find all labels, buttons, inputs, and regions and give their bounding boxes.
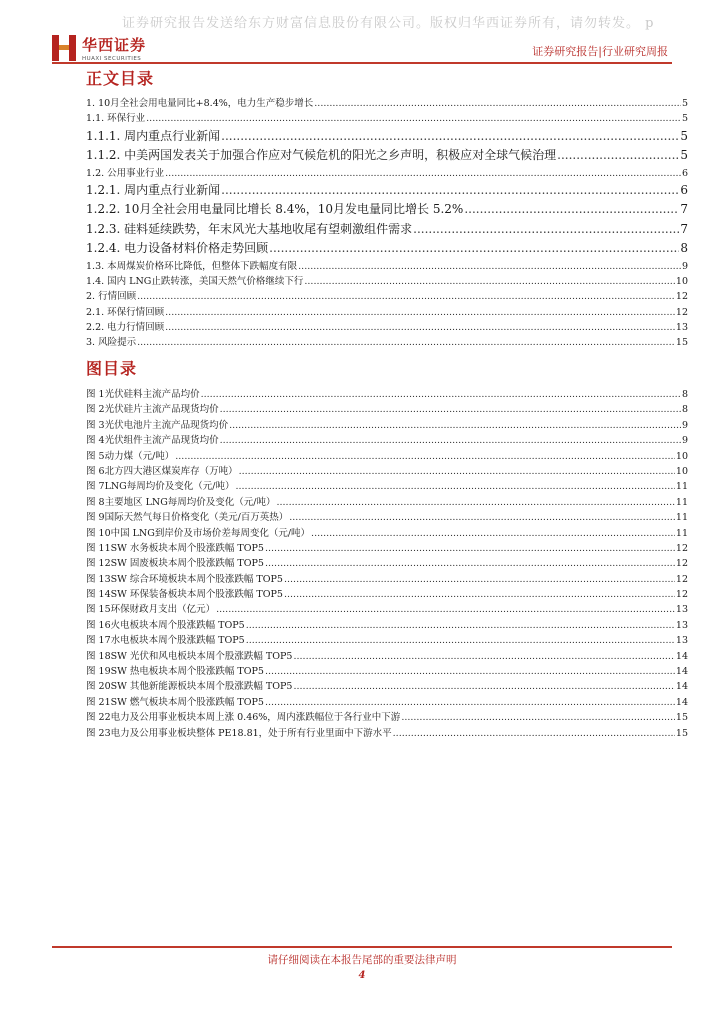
figure-entry-page: 15: [675, 712, 688, 724]
figure-entry-text: 图 3光伏电池片主流产品现货均价: [86, 419, 229, 431]
figure-leader: [229, 418, 681, 433]
figure-leader: [220, 402, 681, 417]
toc-entry-page: 7: [680, 221, 688, 236]
figure-entry-page: 10: [675, 450, 688, 462]
figure-entry-text: 图 20SW 其他新能源板块本周个股涨跌幅 TOP5: [86, 681, 293, 693]
figure-leader: [284, 572, 675, 587]
figure-entry[interactable]: [86, 587, 688, 602]
figure-entry-text: 图 9国际天然气每日价格变化（美元/百万英热）: [86, 512, 289, 524]
figure-entry-page: 13: [675, 604, 688, 616]
figure-entry-text: 图 1光伏硅料主流产品均价: [86, 389, 200, 400]
figure-entry-page: 12: [675, 589, 688, 601]
toc-entry-page: 5: [681, 98, 688, 109]
company-logo: [52, 34, 146, 62]
figure-entry-page: 11: [675, 496, 688, 508]
toc-entry-text: 1.1.2. 中美两国发表关于加强合作应对气候危机的阳光之乡声明，积极应对全球气候治理: [86, 148, 557, 163]
figure-entry-text: 图 8主要地区 LNG每周均价及变化（元/吨）: [86, 496, 276, 508]
toc-leader: [221, 127, 679, 147]
figure-entry-text: 图 19SW 热电板块本周个股涨跌幅 TOP5: [86, 666, 264, 678]
figure-leader: [246, 633, 675, 648]
toc-entry-page: 5: [680, 148, 688, 163]
figure-entry-text: 图 13SW 综合环境板块本周个股涨跌幅 TOP5: [86, 573, 283, 585]
figure-entry-text: 图 18SW 光伏和风电板块本周个股涨跌幅 TOP5: [86, 650, 293, 662]
toc-leader: [304, 274, 675, 289]
figure-entry[interactable]: [86, 449, 688, 464]
toc-entry[interactable]: [86, 111, 688, 126]
figure-entry-page: 10: [675, 465, 688, 477]
figure-entry-text: 图 7LNG每周均价及变化（元/吨）: [86, 481, 235, 493]
figure-entry[interactable]: [86, 726, 688, 741]
report-type-label: 证券研究报告|行业研究周报: [532, 45, 668, 58]
figure-entry[interactable]: [86, 633, 688, 648]
figure-entry-text: 图 14SW 环保装备板块本周个股涨跌幅 TOP5: [86, 589, 283, 601]
toc-entry-text: 3. 风险提示: [86, 337, 137, 349]
figure-entry[interactable]: [86, 418, 688, 433]
figure-entry[interactable]: [86, 602, 688, 617]
toc-leader: [464, 200, 679, 220]
figure-entry-page: 8: [681, 404, 688, 416]
figure-entry[interactable]: [86, 387, 688, 402]
toc-entry[interactable]: [86, 220, 688, 240]
figure-leader: [265, 556, 675, 571]
toc-leader: [413, 220, 679, 240]
logo-chinese-name: 华西证券: [82, 36, 147, 54]
figure-entry-page: 13: [675, 619, 688, 631]
toc-entry[interactable]: [86, 96, 688, 111]
toc-entry-text: 1.4. 国内 LNG止跌转涨，美国天然气价格继续下行: [86, 276, 304, 288]
figure-leader: [246, 618, 675, 633]
figure-entry[interactable]: [86, 433, 688, 448]
huaxi-logo-icon: [52, 35, 76, 61]
figure-entry[interactable]: [86, 649, 688, 664]
figure-entry[interactable]: [86, 556, 688, 571]
toc-entry-text: 2. 行情回顾: [86, 291, 137, 303]
toc-leader: [557, 146, 679, 166]
figure-entry-text: 图 4光伏组件主流产品现货均价: [86, 435, 219, 447]
toc-entry-text: 1.2.1. 周内重点行业新闻: [86, 182, 221, 197]
figure-entry-text: 图 17水电板块本周个股涨跌幅 TOP5: [86, 635, 245, 647]
toc-entry-page: 6: [681, 167, 688, 179]
figure-entry[interactable]: [86, 464, 688, 479]
figure-leader: [401, 710, 675, 725]
toc-list: [86, 96, 688, 351]
toc-entry-text: 1. 10月全社会用电量同比+8.4%，电力生产稳步增长: [86, 98, 314, 109]
toc-entry[interactable]: [86, 259, 688, 274]
figure-leader: [265, 664, 675, 679]
figure-leader: [277, 495, 675, 510]
figure-entry-page: 14: [675, 666, 688, 678]
figure-leader: [289, 510, 675, 525]
toc-entry-text: 1.2. 公用事业行业: [86, 167, 165, 179]
watermark-text: 证券研究报告发送给东方财富信息股份有限公司。版权归华西证券所有，请勿转发。 p: [122, 16, 655, 31]
figure-entry-page: 14: [675, 650, 688, 662]
figure-entry-page: 15: [675, 727, 688, 739]
figure-entry-text: 图 5动力煤（元/吨）: [86, 450, 175, 462]
toc-entry-page: 8: [680, 241, 688, 256]
toc-entry-page: 9: [681, 260, 688, 272]
figure-entry[interactable]: [86, 618, 688, 633]
toc-leader: [137, 335, 675, 350]
toc-entry-text: 2.1. 环保行情回顾: [86, 306, 165, 318]
toc-title: 正文目录: [86, 69, 155, 88]
toc-entry-text: 1.2.4. 电力设备材料价格走势回顾: [86, 241, 269, 256]
figure-entry-page: 9: [681, 435, 688, 447]
toc-leader: [314, 96, 681, 111]
figure-entry[interactable]: [86, 710, 688, 725]
figure-entry-page: 12: [675, 542, 688, 554]
toc-leader: [165, 305, 675, 320]
figure-entry-text: 图 6北方四大港区煤炭库存（万吨）: [86, 465, 238, 477]
figure-entry-text: 图 21SW 燃气板块本周个股涨跌幅 TOP5: [86, 696, 264, 708]
figure-leader: [265, 541, 675, 556]
figure-entry-text: 图 22电力及公用事业板块本周上涨 0.46%，周内涨跌幅位于各行业中下游: [86, 712, 401, 724]
figure-entry[interactable]: [86, 495, 688, 510]
figure-entry-page: 14: [675, 696, 688, 708]
figure-list: [86, 387, 688, 741]
toc-leader: [137, 289, 675, 304]
figure-leader: [311, 526, 675, 541]
figure-list-title: 图目录: [86, 359, 138, 378]
figure-entry-page: 11: [675, 527, 688, 539]
toc-entry[interactable]: [86, 127, 688, 147]
toc-entry-text: 1.1. 环保行业: [86, 113, 146, 125]
toc-entry-page: 7: [680, 202, 688, 217]
toc-leader: [165, 320, 675, 335]
toc-entry-page: 5: [680, 128, 688, 143]
toc-entry-page: 13: [675, 322, 688, 334]
figure-entry[interactable]: [86, 526, 688, 541]
figure-entry[interactable]: [86, 572, 688, 587]
figure-entry[interactable]: [86, 541, 688, 556]
footer-divider: [52, 946, 672, 948]
figure-leader: [393, 726, 675, 741]
figure-leader: [293, 649, 674, 664]
figure-leader: [284, 587, 675, 602]
figure-entry-text: 图 2光伏硅片主流产品现货均价: [86, 404, 219, 416]
toc-leader: [165, 166, 681, 181]
toc-entry[interactable]: [86, 181, 688, 201]
toc-entry-page: 12: [675, 306, 688, 318]
figure-entry-text: 图 12SW 固废板块本周个股涨跌幅 TOP5: [86, 558, 264, 570]
toc-entry[interactable]: [86, 289, 688, 304]
figure-leader: [293, 679, 674, 694]
toc-entry[interactable]: [86, 146, 688, 166]
figure-entry-text: 图 10中国 LNG到岸价及市场价差每周变化（元/吨）: [86, 527, 311, 539]
toc-entry-text: 1.3. 本周煤炭价格环比降低，但整体下跌幅度有限: [86, 260, 298, 272]
toc-entry[interactable]: [86, 239, 688, 259]
toc-entry[interactable]: [86, 166, 688, 181]
figure-entry[interactable]: [86, 679, 688, 694]
figure-leader: [235, 479, 674, 494]
logo-english-name: HUAXI SECURITIES: [82, 56, 142, 62]
figure-entry-page: 12: [675, 558, 688, 570]
figure-leader: [175, 449, 675, 464]
toc-entry-page: 6: [680, 182, 688, 197]
figure-leader: [220, 433, 681, 448]
figure-entry[interactable]: [86, 510, 688, 525]
figure-entry-page: 11: [675, 512, 688, 524]
figure-entry-text: 图 16火电板块本周个股涨跌幅 TOP5: [86, 619, 245, 631]
toc-entry[interactable]: [86, 320, 688, 335]
figure-leader: [239, 464, 675, 479]
figure-entry-page: 11: [675, 481, 688, 493]
toc-entry[interactable]: [86, 200, 688, 220]
figure-entry[interactable]: [86, 479, 688, 494]
toc-entry-text: 1.2.2. 10月全社会用电量同比增长 8.4%，10月发电量同比增长 5.2%: [86, 202, 464, 217]
toc-entry-text: 1.2.3. 硅料延续跌势，年末风光大基地收尾有望刺激组件需求: [86, 221, 413, 236]
figure-entry-text: 图 11SW 水务板块本周个股涨跌幅 TOP5: [86, 542, 264, 554]
figure-entry-text: 图 15环保财政月支出（亿元）: [86, 604, 216, 616]
legal-notice: 请仔细阅读在本报告尾部的重要法律声明: [267, 954, 457, 966]
figure-leader: [265, 695, 675, 710]
toc-entry-page: 10: [675, 276, 688, 288]
toc-entry-page: 5: [681, 113, 688, 125]
figure-entry-page: 12: [675, 573, 688, 585]
figure-entry-page: 14: [675, 681, 688, 693]
header-divider: [52, 62, 672, 64]
page-number: 4: [358, 970, 366, 981]
toc-entry[interactable]: [86, 335, 688, 350]
toc-entry[interactable]: [86, 305, 688, 320]
toc-entry-page: 15: [675, 337, 688, 349]
figure-entry-text: 图 23电力及公用事业板块整体 PE18.81，处于所有行业里面中下游水平: [86, 727, 392, 739]
figure-entry[interactable]: [86, 664, 688, 679]
figure-entry[interactable]: [86, 402, 688, 417]
figure-leader: [216, 602, 675, 617]
figure-entry-page: 8: [681, 389, 688, 400]
toc-entry-text: 2.2. 电力行情回顾: [86, 322, 165, 334]
figure-leader: [201, 387, 681, 402]
figure-entry[interactable]: [86, 695, 688, 710]
toc-leader: [146, 111, 681, 126]
toc-entry-text: 1.1.1. 周内重点行业新闻: [86, 128, 221, 143]
toc-entry-page: 12: [675, 291, 688, 303]
toc-leader: [298, 259, 681, 274]
toc-entry[interactable]: [86, 274, 688, 289]
figure-entry-page: 13: [675, 635, 688, 647]
toc-leader: [269, 239, 679, 259]
figure-entry-page: 9: [681, 419, 688, 431]
toc-leader: [221, 181, 679, 201]
